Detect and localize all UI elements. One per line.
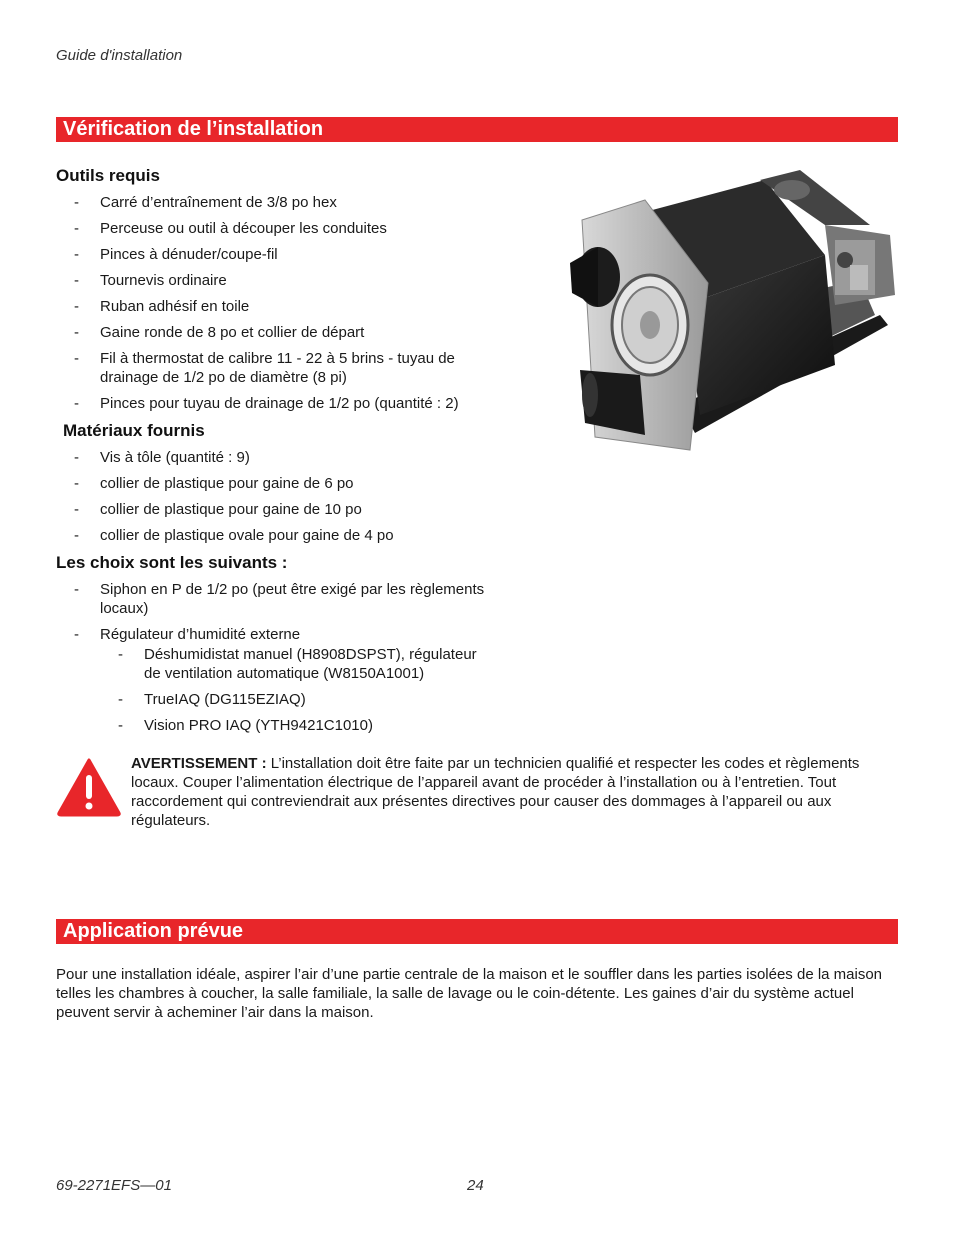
tools-heading: Outils requis <box>56 166 160 185</box>
warning-text <box>131 754 896 830</box>
list-item: - Ruban adhésif en toile <box>56 297 496 316</box>
list-item: - collier de plastique pour gaine de 6 po <box>56 474 496 493</box>
list-item: - Siphon en P de 1/2 po (peut être exigé par les règlements locaux) <box>56 580 496 618</box>
choices-heading: Les choix sont les suivants : <box>56 553 288 572</box>
list-item: - Fil à thermostat de calibre 11 - 22 à 5 brins - tuyau de drainage de 1/2 po de diamètre (8 pi) <box>56 349 496 387</box>
sub-list-item: - TrueIAQ (DG115EZIAQ) <box>100 690 496 709</box>
list-item: - Pinces pour tuyau de drainage de 1/2 po (quantité : 2) <box>56 394 496 413</box>
materials-heading: Matériaux fournis <box>63 421 205 440</box>
list-item: - Gaine ronde de 8 po et collier de départ <box>56 323 496 342</box>
list-item: - Pinces à dénuder/coupe-fil <box>56 245 496 264</box>
warning-body: L’installation doit être faite par un technicien qualifié et respecter les codes et règlements locaux. Couper l’alimentation électrique de l’appareil avant de procéder à l’installation ou à l’entretien. Tout raccordement qui contreviendrait aux présentes directives pour causer des dommages à l’appareil ou aux régulateurs. <box>131 755 860 829</box>
application-paragraph: Pour une installation idéale, aspirer l’air d’une partie centrale de la maison et le souffler dans les parties isolées de la maison telles les chambres à coucher, la salle familiale, la salle de lavage ou le coin-détente. Les gaines d’air du système actuel peuvent servir à acheminer l’air dans la maison. <box>56 966 883 1021</box>
list-item: - Vis à tôle (quantité : 9) <box>56 448 496 467</box>
choices-list <box>56 580 496 742</box>
list-item <box>56 625 496 735</box>
footer-page-number: 24 <box>467 1177 484 1194</box>
sub-list-item: - Déshumidistat manuel (H8908DSPST), régulateur de ventilation automatique (W8150A1001) <box>100 645 496 683</box>
section-heading-verification: Vérification de l’installation <box>56 117 898 142</box>
list-item: - Carré d’entraînement de 3/8 po hex <box>56 193 496 212</box>
list-item: - Perceuse ou outil à découper les conduites <box>56 219 496 238</box>
list-item: - collier de plastique pour gaine de 10 po <box>56 500 496 519</box>
list-item: - Tournevis ordinaire <box>56 271 496 290</box>
tools-list <box>56 193 496 420</box>
sub-list-item: - Vision PRO IAQ (YTH9421C1010) <box>100 716 496 735</box>
materials-list <box>56 448 496 552</box>
list-item-text: Régulateur d’humidité externe <box>100 626 301 643</box>
footer-doc-number: 69-2271EFS—01 <box>56 1177 172 1194</box>
document-header-title: Guide d'installation <box>56 47 183 64</box>
sub-list <box>100 645 496 735</box>
warning-label: AVERTISSEMENT : <box>131 755 267 772</box>
ventilator-unit-image <box>560 165 900 455</box>
warning-triangle-icon <box>56 757 122 817</box>
list-item: - collier de plastique ovale pour gaine de 4 po <box>56 526 496 545</box>
section-heading-application: Application prévue <box>56 919 898 944</box>
